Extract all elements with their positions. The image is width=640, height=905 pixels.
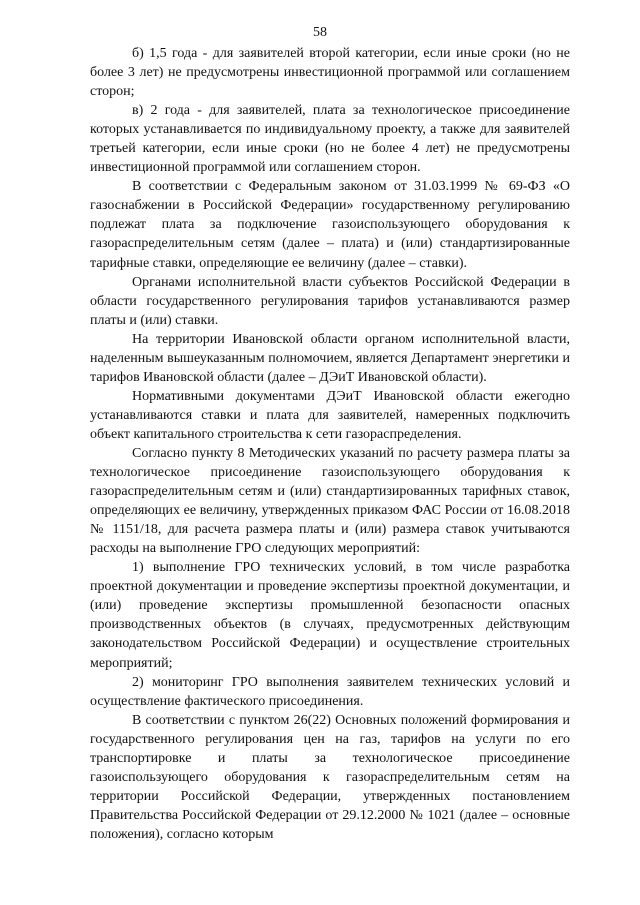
paragraph-normative-documents: Нормативными документами ДЭиТ Ивановской области ежегодно устанавливаются ставки и плата для заявителей, намеренных подключить объект капитального строительства к сети газораспределения. — [90, 388, 570, 442]
document-body — [90, 44, 570, 844]
paragraph-item-b: б) 1,5 года - для заявителей второй категории, если иные сроки (но не более 3 лет) не предусмотрены инвестиционной программой или соглашением сторон; — [90, 46, 570, 100]
paragraph-regional-authorities: Органами исполнительной власти субъектов Российской Федерации в области государственного регулирования тарифов устанавливаются размер платы и (или) ставки. — [90, 274, 570, 328]
paragraph-methodical-instructions: Согласно пункту 8 Методических указаний по расчету размера платы за технологическое присоединение газоиспользующего оборудования к газораспределительным сетям и (или) стандартизированных тарифных ставок, определяющих ее величину, утвержденных приказом ФАС России от 16.08.2018 № 1151/18, для расчета размера платы и (или) размера ставок учитываются расходы на выполнение ГРО следующих мероприятий: — [90, 445, 570, 557]
paragraph-list-item-1: 1) выполнение ГРО технических условий, в том числе разработка проектной документации и проведение экспертизы проектной документации, и (или) проведение экспертизы промышленной безопасности опасных производственных объектов (в случаях, предусмотренных действующим законодательством Российской Федерации) и осуществление строительных мероприятий; — [90, 560, 570, 671]
paragraph-ivanovo-department: На территории Ивановской области органом исполнительной власти, наделенным вышеуказанным полномочием, является Департамент энергетики и тарифов Ивановской области (далее – ДЭиТ Ивановской области). — [90, 331, 570, 385]
paragraph-item-v: в) 2 года - для заявителей, плата за технологическое присоединение которых устанавливается по индивидуальному проекту, а также для заявителей третьей категории, если иные сроки (но не более 4 лет) не предусмотрены инвестиционной программой или соглашением сторон. — [90, 103, 570, 176]
paragraph-main-provisions: В соответствии с пунктом 26(22) Основных положений формирования и государственного регулирования цен на газ, тарифов на услуги по его транспортировке и платы за технологическое присоединение газоиспользующего оборудования к газораспределительным сетям на территории Российской Федерации, утвержденных постановлением Правительства Российской Федерации от 29.12.2000 № 1021 (далее – основные положения), согласно которым — [90, 712, 570, 842]
page-number: 58 — [313, 25, 327, 40]
paragraph-federal-law: В соответствии с Федеральным законом от 31.03.1999 № 69-ФЗ «О газоснабжении в Российской Федерации» государственному регулированию подлежат плата за подключение газоиспользующего оборудования к газораспределительным сетям (далее – плата) и (или) стандартизированные тарифные ставки, определяющие ее величину (далее – ставки). — [90, 179, 570, 271]
paragraph-list-item-2: 2) мониторинг ГРО выполнения заявителем технических условий и осуществление фактического присоединения. — [90, 674, 570, 709]
